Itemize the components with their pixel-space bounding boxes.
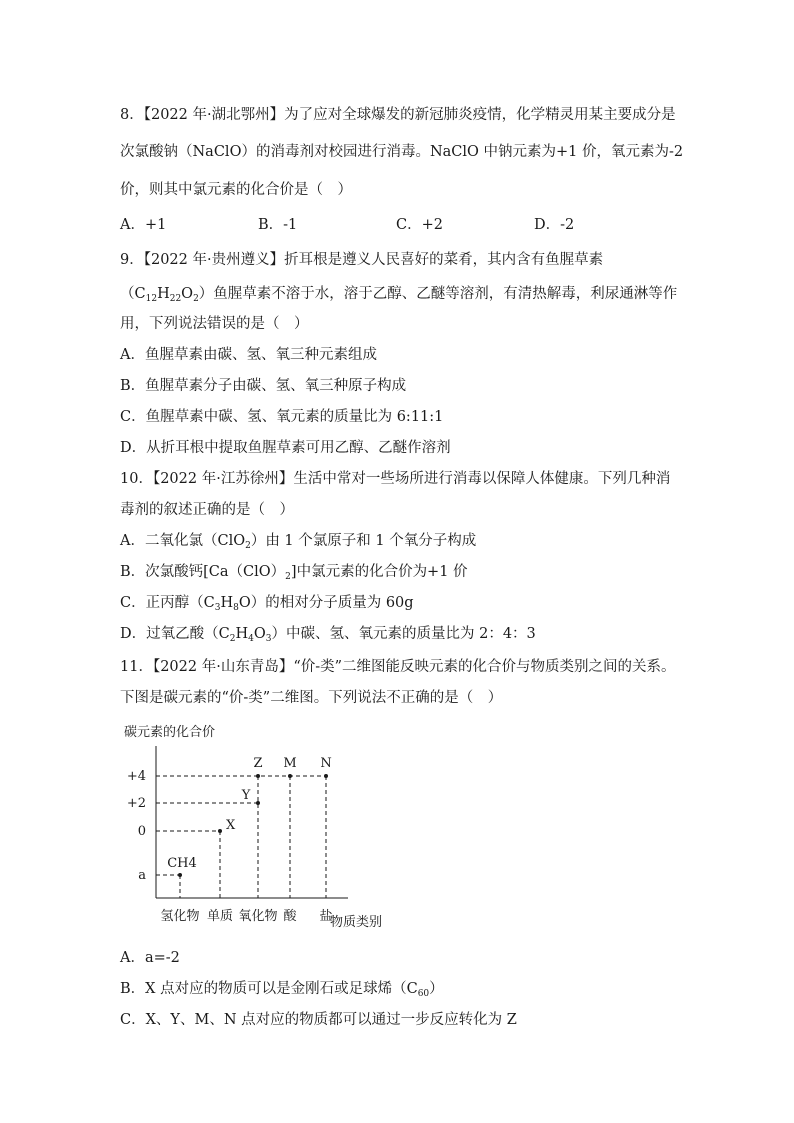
point-label: Y	[241, 788, 251, 803]
q9-formula-o: O	[181, 286, 194, 302]
subscript: 2	[285, 572, 291, 582]
x-tick-label: 氧化物	[238, 909, 278, 924]
y-tick-label: a	[138, 868, 146, 883]
point-label: Z	[253, 756, 263, 771]
x-tick-label: 盐	[319, 909, 333, 924]
point-marker	[256, 774, 260, 778]
q10-option-b-pre: B．次氯酸钙[Ca（ClO）	[120, 564, 286, 580]
q9-line2	[120, 282, 677, 303]
q8-line3: 价，则其中氯元素的化合价是（ ）	[120, 182, 352, 198]
q11-option-b-pre: B．X 点对应的物质可以是金刚石或足球烯（C	[120, 981, 418, 997]
point-label: CH4	[167, 856, 197, 871]
q10-formula-h: H	[220, 595, 234, 611]
subscript: 12	[145, 294, 158, 304]
q9-option-d: D．从折耳根中提取鱼腥草素可用乙醇、乙醚作溶剂	[120, 440, 451, 456]
y-tick-label: +2	[126, 796, 146, 811]
q9-line2-post: ）鱼腥草素不溶于水，溶于乙醇、乙醚等溶剂，有清热解毒，利尿通淋等作	[198, 286, 678, 302]
data-points	[167, 756, 331, 877]
y-tick-label: +4	[126, 769, 146, 784]
point-marker	[178, 873, 182, 877]
q10-line1: 10．【2022 年·江苏徐州】生活中常对一些场所进行消毒以保障人体健康。下列几种消	[120, 471, 671, 487]
valence-class-diagram	[120, 716, 420, 936]
x-tick-label: 氢化物	[160, 909, 200, 924]
x-tick-label: 酸	[283, 909, 297, 924]
x-axis-label: 物质类别	[330, 915, 383, 930]
q9-line2-pre: （C	[120, 286, 146, 302]
q9-formula-h: H	[157, 286, 170, 302]
point-label: N	[320, 756, 332, 771]
subscript: 60	[417, 989, 430, 999]
q10-option-b	[120, 560, 468, 581]
y-axis-label: 碳元素的化合价	[124, 725, 216, 740]
subscript: 3	[214, 603, 221, 613]
subscript: 22	[169, 294, 182, 304]
q8-option-d: D．-2	[534, 217, 575, 233]
subscript: 8	[233, 603, 239, 613]
q8-option-b: B．-1	[258, 217, 298, 233]
q11-option-b-post: ）	[429, 981, 444, 997]
point-marker	[324, 774, 328, 778]
q9-option-b: B．鱼腥草素分子由碳、氢、氧三种原子构成	[120, 378, 407, 394]
point-label: X	[226, 818, 236, 833]
point-marker	[218, 829, 222, 833]
q10-option-b-post: ]中氯元素的化合价为+1 价	[290, 564, 468, 580]
subscript: 2	[193, 294, 199, 304]
subscript: 3	[265, 634, 272, 644]
point-marker	[256, 801, 260, 805]
point-label: M	[283, 756, 297, 771]
q8-line2: 次氯酸钠（NaClO）的消毒剂对校园进行消毒。NaClO 中钠元素为+1 价，氧元素为-2	[120, 144, 684, 160]
q11-line1: 11．【2022 年·山东青岛】“价-类”二维图能反映元素的化合价与物质类别之间的关系。	[120, 659, 676, 675]
q10-option-a	[120, 529, 476, 550]
q10-option-d-pre: D．过氧乙酸（C	[120, 626, 230, 642]
q10-option-a-post: ）由 1 个氯原子和 1 个氧分子构成	[250, 533, 477, 549]
q11-option-b	[120, 977, 444, 998]
subscript: 4	[248, 634, 254, 644]
subscript: 2	[245, 541, 251, 551]
point-marker	[288, 774, 292, 778]
q9-option-a: A．鱼腥草素由碳、氢、氧三种元素组成	[120, 347, 377, 363]
x-tick-labels	[160, 908, 332, 924]
q10-formula-o: O	[253, 626, 266, 642]
q8-option-c: C．+2	[396, 217, 443, 233]
q10-line2: 毒剂的叙述正确的是（ ）	[120, 502, 294, 518]
q10-option-c-post: O）的相对分子质量为 60g	[238, 595, 414, 611]
q10-formula-h: H	[235, 626, 249, 642]
q9-line1: 9．【2022 年·贵州遵义】折耳根是遵义人民喜好的菜肴，其内含有鱼腥草素	[120, 252, 604, 268]
q10-option-c	[120, 591, 414, 612]
q8-option-a: A．+1	[120, 217, 167, 233]
q10-option-c-pre: C．正丙醇（C	[120, 595, 215, 611]
q10-option-a-pre: A．二氧化氯（ClO	[120, 533, 246, 549]
q11-option-c: C．X、Y、M、N 点对应的物质都可以通过一步反应转化为 Z	[120, 1012, 517, 1028]
q10-option-d	[120, 622, 536, 643]
subscript: 2	[229, 634, 236, 644]
q11-option-a: A．a=-2	[120, 950, 180, 966]
x-tick-label: 单质	[206, 909, 234, 924]
q9-option-c: C．鱼腥草素中碳、氢、氧元素的质量比为 6:11:1	[120, 409, 444, 425]
y-tick-labels	[127, 769, 146, 883]
y-tick-label: 0	[137, 824, 146, 839]
q9-line3: 用，下列说法错误的是（ ）	[120, 316, 309, 332]
q10-option-d-post: ）中碳、氢、氧元素的质量比为 2：4：3	[271, 626, 536, 642]
q11-line2: 下图是碳元素的“价-类”二维图。下列说法不正确的是（ ）	[120, 690, 503, 706]
q8-line1: 8．【2022 年·湖北鄂州】为了应对全球爆发的新冠肺炎疫情，化学精灵用某主要成分是	[120, 107, 676, 123]
